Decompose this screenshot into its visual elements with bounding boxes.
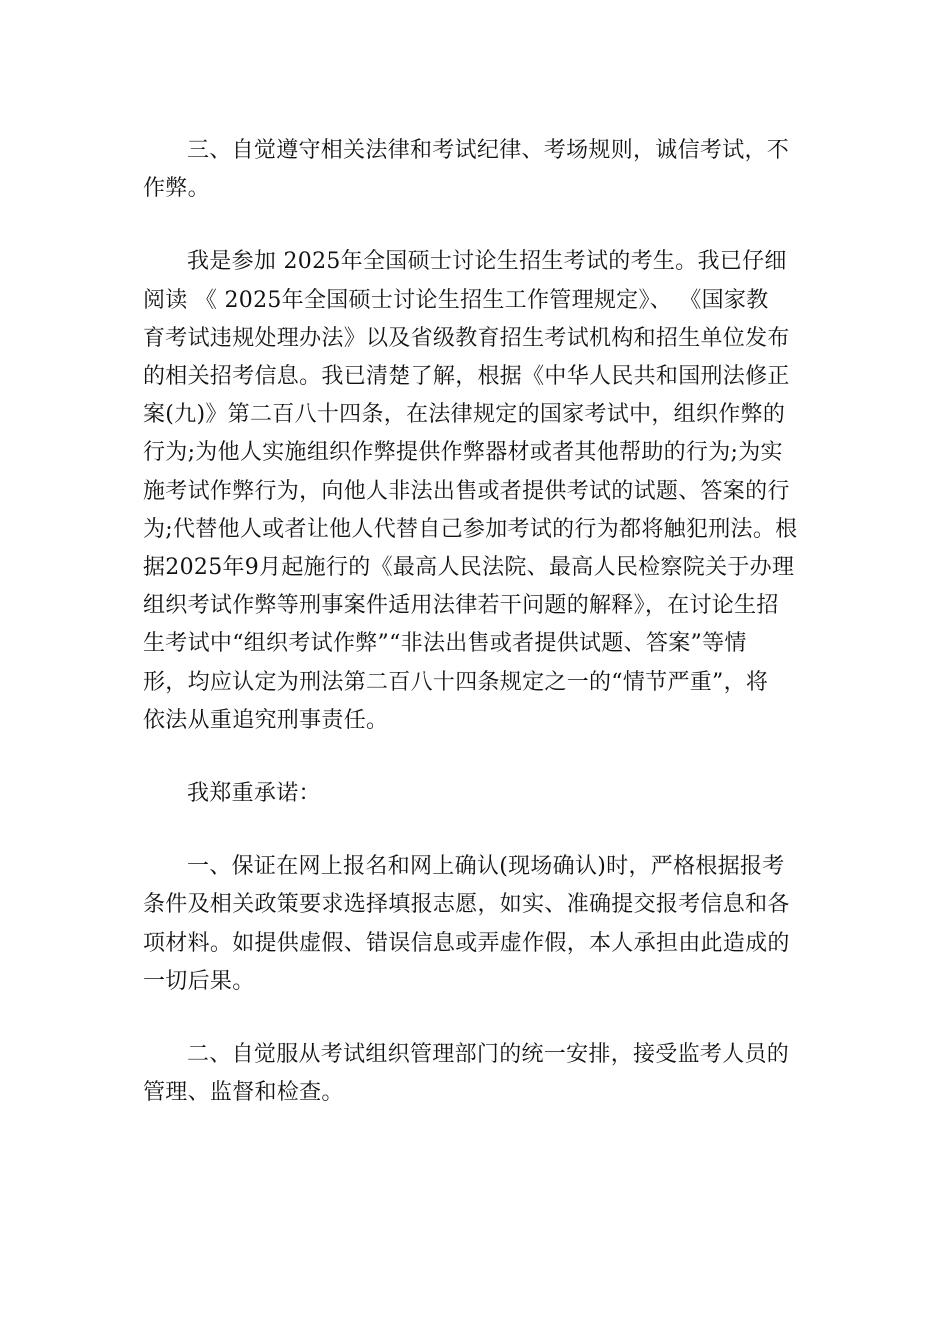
text-line: 二、自觉服从考试组织管理部门的统一安排，接受监考人员的 — [187, 1042, 790, 1068]
text-line: 行为;为他人实施组织作弊提供作弊器材或者其他帮助的行为;为实 — [143, 440, 783, 466]
text-line: 施考试作弊行为，向他人非法出售或者提供考试的试题、答案的行 — [143, 478, 790, 504]
text-line: 条件及相关政策要求选择填报志愿，如实、准确提交报考信息和各 — [143, 892, 790, 918]
text-line: 我是参加 2025年全国硕士讨论生招生考试的考生。我已仔细 — [187, 249, 787, 275]
text-line: 我郑重承诺： — [187, 781, 321, 807]
text-line: 一、保证在网上报名和网上确认(现场确认)时，严格根据报考 — [187, 854, 785, 880]
text-line: 项材料。如提供虚假、错误信息或弄虚作假，本人承担由此造成的 — [143, 930, 790, 956]
document-page — [143, 132, 807, 1112]
paragraph-rule-two — [143, 1036, 807, 1112]
text-line: 组织考试作弊等刑事案件适用法律若干问题的解释》，在讨论生招 — [143, 593, 779, 619]
text-line: 阅读 《 2025年全国硕士讨论生招生工作管理规定》、 《国家教 — [143, 287, 769, 313]
paragraph-declaration — [143, 243, 807, 740]
text-line: 据2025年9月起施行的《最高人民法院、最高人民检察院关于办理 — [143, 555, 795, 581]
text-line: 为;代替他人或者让他人代替自己参加考试的行为都将触犯刑法。根 — [143, 516, 798, 542]
paragraph-pledge-heading — [143, 775, 807, 813]
paragraph-rule-one — [143, 848, 807, 1001]
paragraph-rule-three — [143, 132, 807, 208]
text-line: 的相关招考信息。我已清楚了解，根据《中华人民共和国刑法修正 — [143, 364, 790, 390]
text-line: 育考试违规处理办法》以及省级教育招生考试机构和招生单位发布 — [143, 325, 790, 351]
text-line: 依法从重追究刑事责任。 — [143, 707, 389, 733]
text-line: 管理、监督和检查。 — [143, 1080, 344, 1106]
text-line: 形，均应认定为刑法第二百八十四条规定之一的“情节严重”，将 — [143, 669, 769, 695]
text-line: 作弊。 — [143, 176, 210, 202]
text-line: 三、自觉遵守相关法律和考试纪律、考场规则，诚信考试，不 — [187, 138, 790, 163]
text-line: 一切后果。 — [143, 968, 255, 994]
text-line: 案(九)》第二百八十四条，在法律规定的国家考试中，组织作弊的 — [143, 402, 786, 428]
text-line: 生考试中“组织考试作弊”“非法出售或者提供试题、答案”等情 — [143, 631, 747, 657]
